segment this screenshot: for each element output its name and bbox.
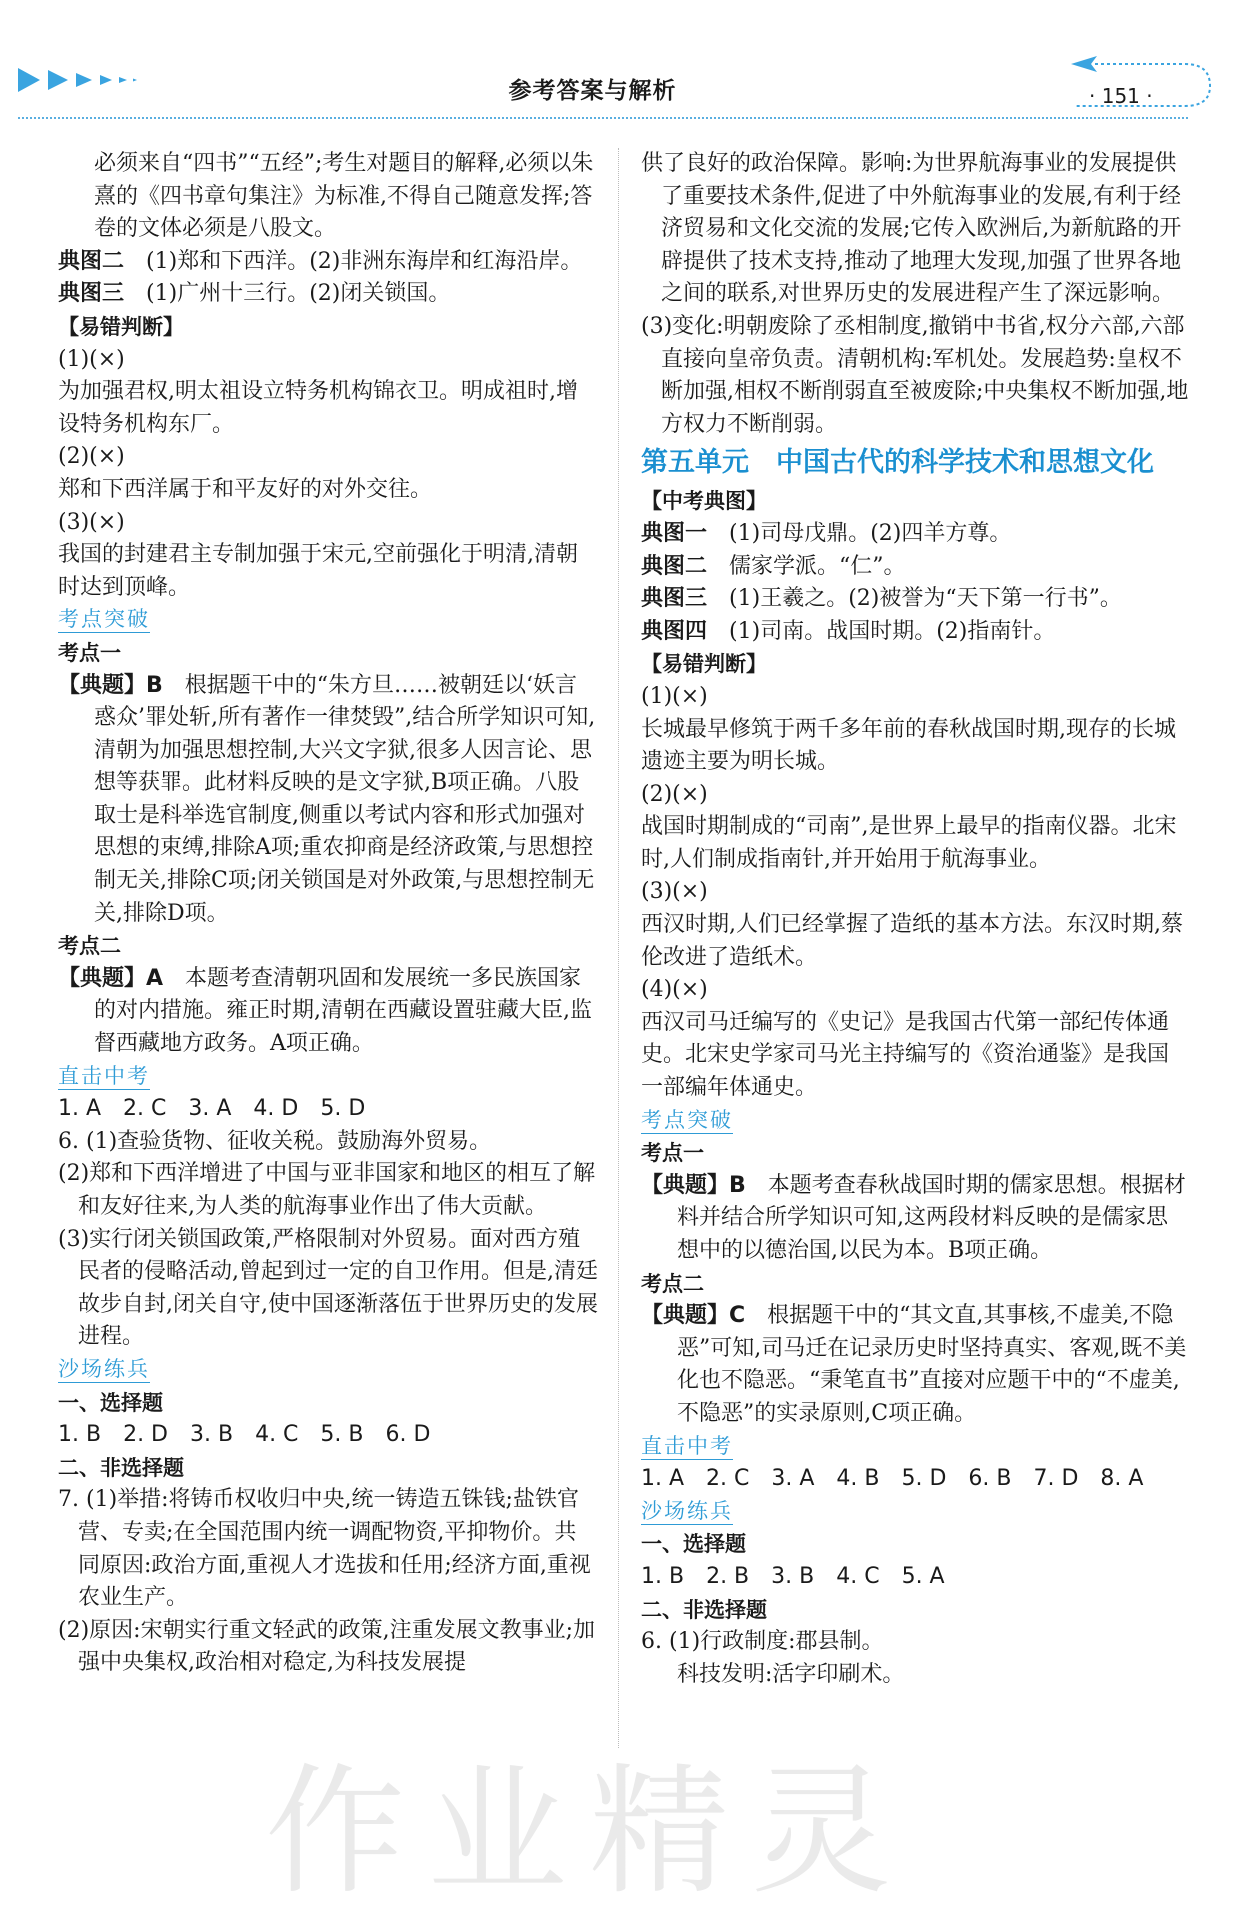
text-line bbox=[641, 1007, 1189, 1105]
answer-label: 【典题】A bbox=[58, 965, 164, 991]
answer-label: 【典题】B bbox=[58, 672, 163, 698]
labeled-answer bbox=[58, 963, 598, 1061]
section-tab-heading bbox=[58, 1063, 150, 1090]
text-content: 【易错判断】 bbox=[58, 314, 184, 339]
text-content: (1)(×) bbox=[641, 683, 708, 709]
text-content: 6. (1)查验货物、征收关税。鼓励海外贸易。 bbox=[58, 1128, 492, 1154]
text-content: 考点二 bbox=[58, 934, 121, 959]
text-content: 考点一 bbox=[641, 1141, 704, 1166]
answer-key bbox=[641, 1561, 1189, 1594]
answer-label: 【典题】C bbox=[641, 1303, 746, 1329]
text-content: 1. B 2. D 3. B 4. C 5. B 6. D bbox=[58, 1422, 431, 1448]
text-content: 本题考查清朝巩固和发展统一多民族国家的对内措施。雍正时期,清朝在西藏设置驻藏大臣,监督西藏地方政务。A项正确。 bbox=[94, 965, 592, 1057]
right-column bbox=[641, 148, 1189, 1691]
text-content: 根据题干中的“朱方旦……被朝廷以‘妖言惑众’罪处斩,所有著作一律焚毁”,结合所学知识可知,清朝为加强思想控制,大兴文字狱,很多人因言论、思想等获罪。此材料反映的是文字狱,B项正确。八股取士是科举选官制度,侧重以考试内容和形式加强对思想的束缚,排除A项;重农抑商是经济政策,与思想控制无关,排除C项;闭关锁国是对外政策,与思想控制无关,排除D项。 bbox=[94, 672, 596, 926]
text-line bbox=[58, 539, 598, 604]
section-tab-wrap bbox=[641, 1105, 1189, 1138]
text-content: 沙场练兵 bbox=[58, 1356, 150, 1381]
text-content: 直击中考 bbox=[641, 1433, 733, 1458]
section-tab-heading bbox=[58, 606, 150, 633]
text-content: 二、非选择题 bbox=[58, 1455, 184, 1480]
text-content: 考点突破 bbox=[58, 607, 150, 632]
section-heading bbox=[641, 1528, 1189, 1561]
text-content: 长城最早修筑于两千多年前的春秋战国时期,现存的长城遗迹主要为明长城。 bbox=[641, 716, 1176, 775]
text-content: (1)(×) bbox=[58, 346, 125, 372]
text-line bbox=[58, 1484, 598, 1614]
text-line bbox=[58, 1126, 598, 1159]
section-heading bbox=[58, 311, 598, 344]
text-content: 一、选择题 bbox=[58, 1390, 163, 1415]
answer-label: 典图二 bbox=[58, 248, 125, 274]
text-line bbox=[641, 779, 1189, 812]
labeled-answer bbox=[641, 518, 1189, 551]
labeled-answer bbox=[58, 670, 598, 931]
text-line bbox=[58, 1224, 598, 1354]
section-heading bbox=[641, 485, 1189, 518]
text-content: 沙场练兵 bbox=[641, 1498, 733, 1523]
answer-key bbox=[641, 1463, 1189, 1496]
section-heading bbox=[641, 1268, 1189, 1301]
text-content: (1)司南。战国时期。(2)指南针。 bbox=[729, 618, 1056, 644]
labeled-answer bbox=[641, 583, 1189, 616]
text-content: 【易错判断】 bbox=[641, 652, 767, 677]
text-line bbox=[641, 1626, 1189, 1659]
answer-label: 【典题】B bbox=[641, 1172, 746, 1198]
section-heading bbox=[641, 1137, 1189, 1170]
section-heading bbox=[58, 1452, 598, 1485]
section-heading bbox=[58, 930, 598, 963]
answer-key bbox=[58, 1093, 598, 1126]
text-line bbox=[641, 148, 1189, 311]
text-content: 二、非选择题 bbox=[641, 1597, 767, 1622]
unit-title bbox=[641, 441, 1189, 485]
text-content: 为加强君权,明太祖设立特务机构锦衣卫。明成祖时,增设特务机构东厂。 bbox=[58, 379, 578, 437]
labeled-answer bbox=[641, 551, 1189, 584]
left-column bbox=[58, 148, 598, 1680]
section-heading bbox=[641, 648, 1189, 681]
text-content: (2)(×) bbox=[58, 444, 125, 470]
answer-label: 典图二 bbox=[641, 553, 708, 579]
text-line bbox=[641, 1659, 1189, 1692]
text-line bbox=[641, 811, 1189, 876]
answer-label: 典图三 bbox=[641, 586, 708, 612]
text-content: (3)变化:明朝废除了丞相制度,撤销中书省,权分六部,六部直接向皇帝负责。清朝机构:军机处。发展趋势:皇权不断加强,相权不断削弱直至被废除;中央集权不断加强,地方权力不断削弱。 bbox=[641, 313, 1189, 437]
labeled-answer bbox=[58, 278, 598, 311]
section-tab-heading bbox=[58, 1356, 150, 1383]
text-content: 根据题干中的“其文直,其事核,不虚美,不隐恶”可知,司马迁在记录历史时坚持真实、客观,既不美化也不隐恶。“秉笔直书”直接对应题干中的“不虚美,不隐恶”的实录原则,C项正确。 bbox=[677, 1303, 1187, 1426]
text-line bbox=[641, 909, 1189, 974]
section-heading bbox=[641, 1594, 1189, 1627]
text-content: (2)(×) bbox=[641, 781, 708, 807]
text-content: 郑和下西洋属于和平友好的对外交往。 bbox=[58, 476, 433, 502]
labeled-answer bbox=[641, 1170, 1189, 1268]
section-heading bbox=[58, 1387, 598, 1420]
text-line bbox=[58, 376, 598, 441]
section-tab-wrap bbox=[641, 1496, 1189, 1529]
column-divider bbox=[618, 148, 619, 1748]
text-content: 本题考查春秋战国时期的儒家思想。根据材料并结合所学知识可知,这两段材料反映的是儒家思想中的以德治国,以民为本。B项正确。 bbox=[677, 1172, 1186, 1263]
text-content: 供了良好的政治保障。影响:为世界航海事业的发展提供了重要技术条件,促进了中外航海事业的发展,有利于经济贸易和文化交流的发展;它传入欧洲后,为新航路的开辟提供了技术支持,推动了地理大发现,加强了世界各地之间的联系,对世界历史的发展进程产生了深远影响。 bbox=[641, 151, 1182, 307]
text-content: 考点二 bbox=[641, 1271, 704, 1296]
text-content: 战国时期制成的“司南”,是世界上最早的指南仪器。北宋时,人们制成指南针,并开始用于航海事业。 bbox=[641, 814, 1177, 872]
section-tab-heading bbox=[641, 1433, 733, 1460]
text-line bbox=[641, 681, 1189, 714]
text-content: (3)(×) bbox=[641, 879, 708, 905]
text-content: 西汉时期,人们已经掌握了造纸的基本方法。东汉时期,蔡伦改进了造纸术。 bbox=[641, 912, 1183, 970]
section-heading bbox=[58, 637, 598, 670]
text-line bbox=[58, 507, 598, 540]
text-line bbox=[58, 1158, 598, 1223]
text-content: (1)郑和下西洋。(2)非洲东海岸和红海沿岸。 bbox=[146, 248, 583, 274]
text-content: 西汉司马迁编写的《史记》是我国古代第一部纪传体通史。北宋史学家司马光主持编写的《资治通鉴》是我国一部编年体通史。 bbox=[641, 1009, 1170, 1101]
answer-label: 典图四 bbox=[641, 618, 708, 644]
text-content: 直击中考 bbox=[58, 1063, 150, 1088]
section-tab-wrap bbox=[58, 604, 598, 637]
section-tab-heading bbox=[641, 1498, 733, 1525]
text-line bbox=[58, 1615, 598, 1680]
text-content: (1)司母戊鼎。(2)四羊方尊。 bbox=[729, 520, 1012, 546]
text-content: 一、选择题 bbox=[641, 1532, 746, 1557]
text-content: 6. (1)行政制度:郡县制。 bbox=[641, 1629, 884, 1655]
text-line bbox=[641, 714, 1189, 779]
labeled-answer bbox=[641, 1300, 1189, 1430]
answer-label: 典图三 bbox=[58, 281, 125, 307]
text-content: (2)原因:宋朝实行重文轻武的政策,注重发展文教事业;加强中央集权,政治相对稳定,为科技发展提 bbox=[58, 1617, 595, 1676]
text-content: 7. (1)举措:将铸币权收归中央,统一铸造五铢钱;盐铁官营、专卖;在全国范围内统一调配物资,平抑物价。共同原因:政治方面,重视人才选拔和任用;经济方面,重视农业生产。 bbox=[58, 1487, 591, 1611]
text-line bbox=[58, 474, 598, 507]
text-line bbox=[641, 974, 1189, 1007]
text-content: (2)郑和下西洋增进了中国与亚非国家和地区的相互了解和友好往来,为人类的航海事业作出了伟大贡献。 bbox=[58, 1161, 596, 1219]
labeled-answer bbox=[58, 246, 598, 279]
text-line bbox=[641, 311, 1189, 441]
text-content: (3)实行闭关锁国政策,严格限制对外贸易。面对西方殖民者的侵略活动,曾起到过一定的自卫作用。但是,清廷故步自封,闭关自守,使中国逐渐落伍于世界历史的发展进程。 bbox=[58, 1226, 598, 1350]
labeled-answer bbox=[641, 616, 1189, 649]
header-rule bbox=[18, 117, 1188, 119]
text-line bbox=[58, 441, 598, 474]
answer-label: 典图一 bbox=[641, 520, 708, 546]
page-header bbox=[0, 0, 1250, 125]
text-content: (4)(×) bbox=[641, 977, 708, 1003]
text-content: 考点一 bbox=[58, 640, 121, 665]
watermark: 作业精灵 bbox=[265, 1751, 914, 1914]
text-content: 科技发明:活字印刷术。 bbox=[677, 1661, 905, 1687]
section-tab-wrap bbox=[58, 1061, 598, 1094]
page-title: 参考答案与解析 bbox=[508, 78, 677, 104]
text-line bbox=[58, 148, 598, 246]
section-tab-wrap bbox=[641, 1431, 1189, 1464]
text-content: (1)王羲之。(2)被誉为“天下第一行书”。 bbox=[729, 586, 1122, 612]
text-content: (1)广州十三行。(2)闭关锁国。 bbox=[146, 281, 451, 307]
text-content: 【中考典图】 bbox=[641, 489, 767, 514]
text-line bbox=[641, 876, 1189, 909]
text-content: 我国的封建君主专制加强于宋元,空前强化于明清,清朝时达到顶峰。 bbox=[58, 542, 578, 600]
text-content: 必须来自“四书”“五经”;考生对题目的解释,必须以朱熹的《四书章句集注》为标准,不得自己随意发挥;答卷的文体必须是八股文。 bbox=[94, 151, 594, 242]
text-content: 考点突破 bbox=[641, 1107, 733, 1132]
text-content: 1. A 2. C 3. A 4. D 5. D bbox=[58, 1096, 366, 1122]
text-content: (3)(×) bbox=[58, 509, 125, 535]
text-line bbox=[58, 344, 598, 377]
text-content: 1. A 2. C 3. A 4. B 5. D 6. B 7. D 8. A bbox=[641, 1466, 1144, 1492]
text-content: 儒家学派。“仁”。 bbox=[729, 553, 906, 579]
section-tab-heading bbox=[641, 1107, 733, 1134]
text-content: 第五单元 中国古代的科学技术和思想文化 bbox=[641, 447, 1154, 479]
answer-key bbox=[58, 1419, 598, 1452]
page-number: · 151 · bbox=[1089, 84, 1153, 108]
text-content: 1. B 2. B 3. B 4. C 5. A bbox=[641, 1563, 945, 1589]
section-tab-wrap bbox=[58, 1354, 598, 1387]
